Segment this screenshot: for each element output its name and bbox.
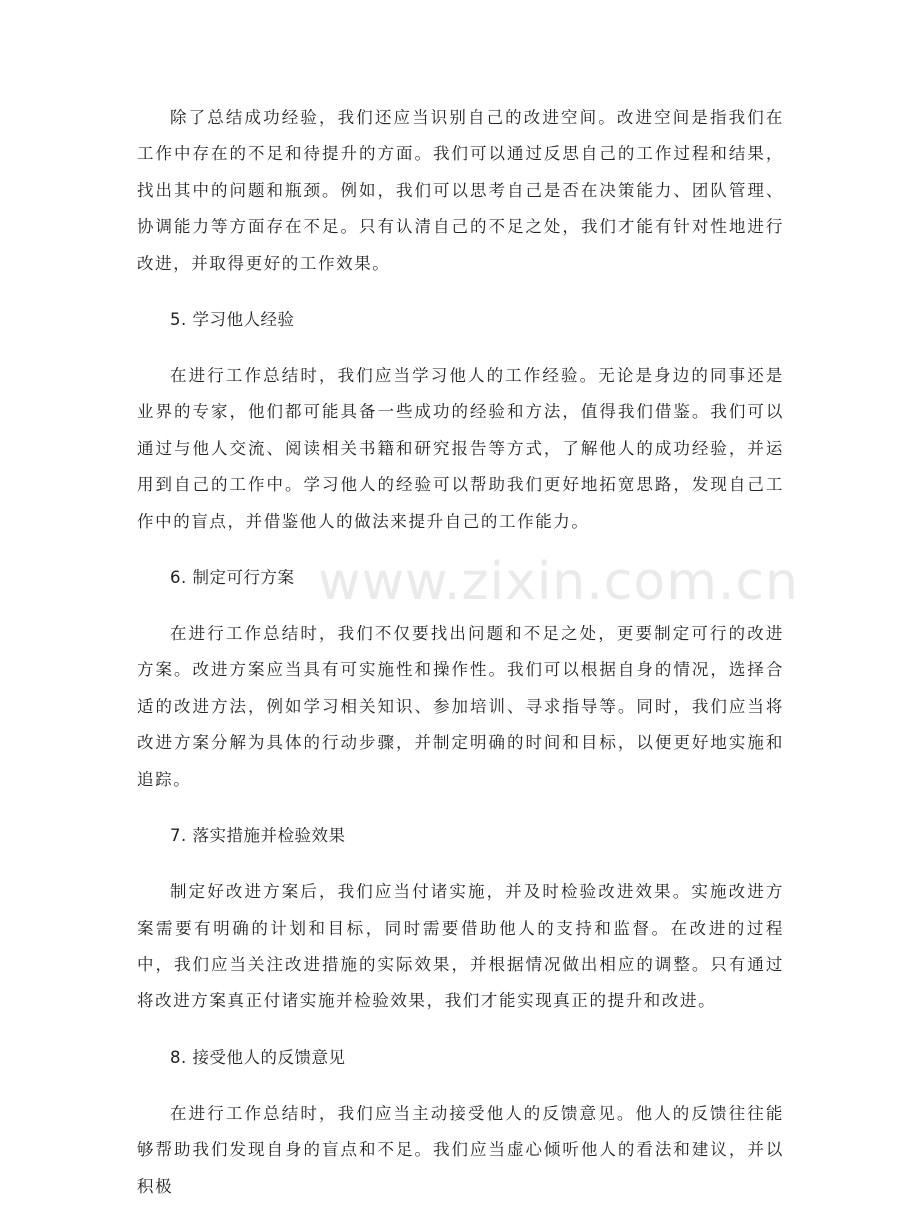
document-page	[137, 100, 784, 1225]
paragraph-implement-and-verify: 制定好改进方案后，我们应当付诸实施，并及时检验改进效果。实施改进方案需要有明确的计划和目标，同时需要借助他人的支持和监督。在改进的过程中，我们应当关注改进措施的实际效果，并根据情况做出相应的调整。只有通过将改进方案真正付诸实施并检验效果，我们才能实现真正的提升和改进。	[137, 882, 784, 1011]
paragraph-improvement-space: 除了总结成功经验，我们还应当识别自己的改进空间。改进空间是指我们在工作中存在的不足和待提升的方面。我们可以通过反思自己的工作过程和结果，找出其中的问题和瓶颈。例如，我们可以思考自己是否在决策能力、团队管理、协调能力等方面存在不足。只有认清自己的不足之处，我们才能有针对性地进行改进，并取得更好的工作效果。	[137, 108, 784, 273]
paragraph-feasible-plan: 在进行工作总结时，我们不仅要找出问题和不足之处，更要制定可行的改进方案。改进方案应当具有可实施性和操作性。我们可以根据自身的情况，选择合适的改进方法，例如学习相关知识、参加培训、寻求指导等。同时，我们应当将改进方案分解为具体的行动步骤，并制定明确的时间和目标，以便更好地实施和追踪。	[137, 624, 784, 789]
section-heading-5: 5. 学习他人经验	[170, 310, 295, 330]
section-heading-6: 6. 制定可行方案	[170, 568, 295, 588]
watermark: www.zixin.com.cn	[318, 552, 799, 612]
paragraph-learn-from-others: 在进行工作总结时，我们应当学习他人的工作经验。无论是身边的同事还是业界的专家，他们都可能具备一些成功的经验和方法，值得我们借鉴。我们可以通过与他人交流、阅读相关书籍和研究报告等方式，了解他人的成功经验，并运用到自己的工作中。学习他人的经验可以帮助我们更好地拓宽思路，发现自己工作中的盲点，并借鉴他人的做法来提升自己的工作能力。	[137, 366, 784, 531]
section-heading-8: 8. 接受他人的反馈意见	[170, 1047, 346, 1067]
section-heading-7: 7. 落实措施并检验效果	[170, 826, 346, 846]
paragraph-accept-feedback: 在进行工作总结时，我们应当主动接受他人的反馈意见。他人的反馈往往能够帮助我们发现自身的盲点和不足。我们应当虚心倾听他人的看法和建议，并以积极	[137, 1103, 784, 1196]
